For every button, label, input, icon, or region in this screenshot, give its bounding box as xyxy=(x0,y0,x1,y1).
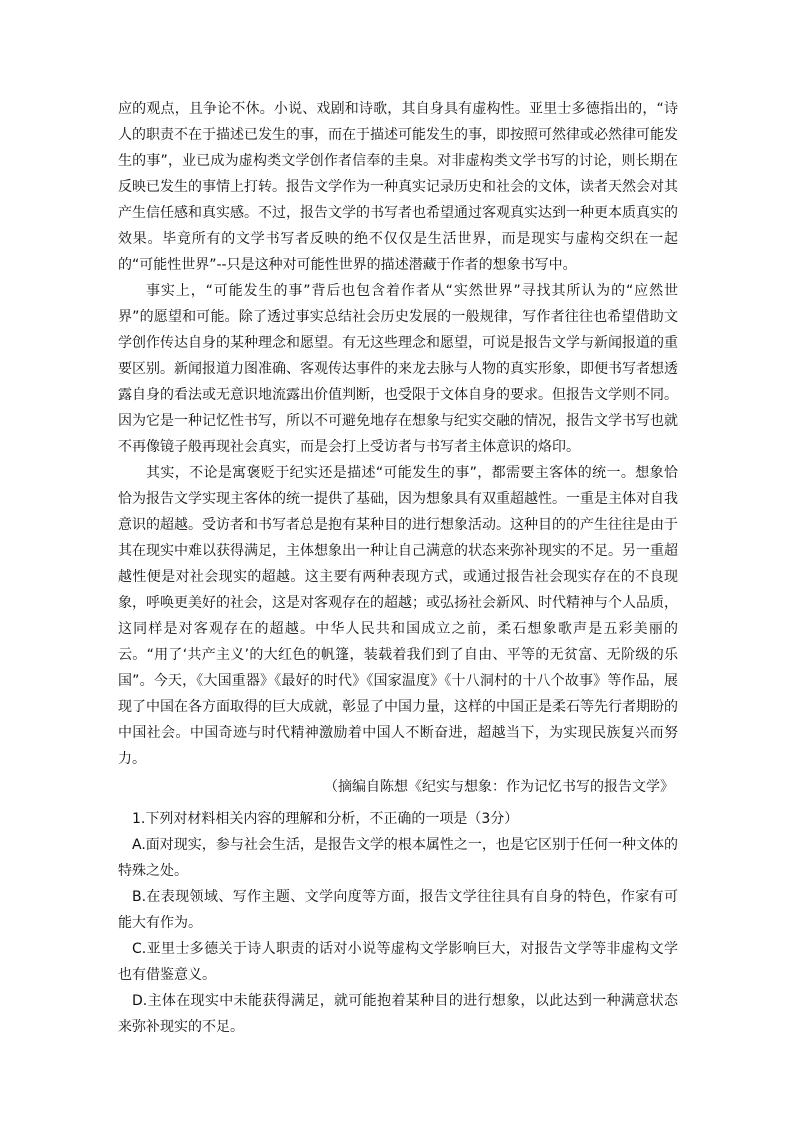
option-b: B.在表现领域、写作主题、文学向度等方面，报告文学往往具有自身的特色，作家有可能大有作为。 xyxy=(118,889,678,931)
option-d: D.主体在现实中未能获得满足，就可能抱着某种目的进行想象，以此达到一种满意状态来弥补现实的不足。 xyxy=(118,993,678,1035)
option-c: C.亚里士多德关于诗人职责的话对小说等虚构文学影响巨大，对报告文学等非虚构文学也有借鉴意义。 xyxy=(118,941,678,983)
exam-page xyxy=(118,96,678,1040)
passage-source: （摘编自陈想《纪实与想象：作为记忆书写的报告文学》 xyxy=(324,779,674,795)
question-stem: 1.下列对材料相关内容的理解和分析，不正确的一项是（3分） xyxy=(132,811,519,827)
passage-paragraph-2: 事实上，“可能发生的事”背后也包含着作者从“实然世界”寻找其所认为的“应然世界”的愿望和可能。除了透过事实总结社会历史发展的一般规律，写作者往往也希望借助文学创作传达自身的某种理念和愿望。有无这些理念和愿望，可说是报告文学与新闻报道的重要区别。新闻报道力图准确、客观传达事件的来龙去脉与人物的真实形象，即便书写者想透露自身的看法或无意识地流露出价值判断，也受限于文体自身的要求。但报告文学则不同。因为它是一种记忆性书写，所以不可避免地存在想象与纪实交融的情况，报告文学书写也就不再像镜子般再现社会真实，而是会打上受访者与书写者主体意识的烙印。 xyxy=(118,283,678,455)
passage-paragraph-1: 应的观点，且争论不休。小说、戏剧和诗歌，其自身具有虚构性。亚里士多德指出的，“诗人的职责不在于描述已发生的事，而在于描述可能发生的事，即按照可然律或必然律可能发生的事”，业已成为虚构类文学创作者信奉的圭臬。对非虚构类文学书写的讨论，则长期在反映已发生的事情上打转。报告文学作为一种真实记录历史和社会的文体，读者天然会对其产生信任感和真实感。不过，报告文学的书写者也希望通过客观真实达到一种更本质真实的效果。毕竟所有的文学书写者反映的绝不仅仅是生活世界，而是现实与虚构交织在一起的“可能性世界”--只是这种对可能性世界的描述潜藏于作者的想象书写中。 xyxy=(118,101,678,273)
option-a: A.面对现实，参与社会生活，是报告文学的根本属性之一，也是它区别于任何一种文体的特殊之处。 xyxy=(118,837,678,879)
passage-paragraph-3: 其实，不论是寓褒贬于纪实还是描述“可能发生的事”，都需要主客体的统一。想象恰恰为报告文学实现主客体的统一提供了基础，因为想象具有双重超越性。一重是主体对自我意识的超越。受访者和书写者总是抱有某种目的进行想象活动。这种目的的产生往往是由于其在现实中难以获得满足，主体想象出一种让自己满意的状态来弥补现实的不足。另一重超越性便是对社会现实的超越。这主要有两种表现方式，或通过报告社会现实存在的不良现象，呼唤更美好的社会，这是对客观存在的超越；或弘扬社会新风、时代精神与个人品质，这同样是对客观存在的超越。中华人民共和国成立之前，柔石想象歌声是五彩美丽的云。“用了‘共产主义’的大红色的帆篷，装载着我们到了自由、平等的无贫富、无阶级的乐国”。今天，《大国重器》《最好的时代》《国家温度》《十八洞村的十八个故事》等作品，展现了中国在各方面取得的巨大成就，彰显了中国力量，这样的中国正是柔石等先行者期盼的中国社会。中国奇迹与时代精神激励着中国人不断奋进，超越当下，为实现民族复兴而努力。 xyxy=(118,465,678,767)
